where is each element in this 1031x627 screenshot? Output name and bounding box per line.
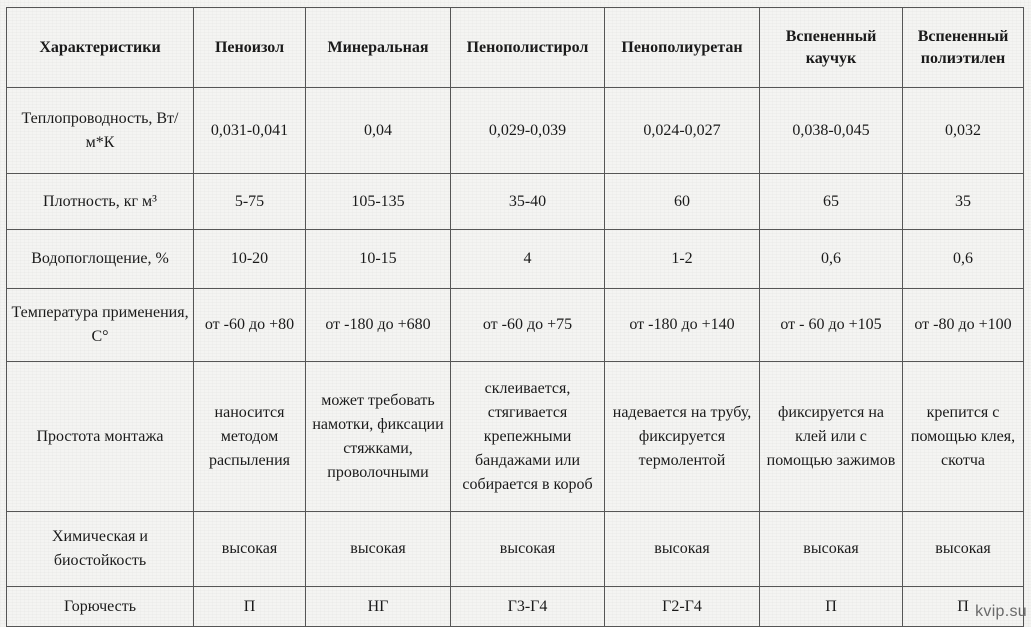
table-cell: высокая	[903, 512, 1024, 587]
row-label: Простота монтажа	[7, 362, 194, 512]
row-label: Горючесть	[7, 587, 194, 627]
row-label: Химическая и биостойкость	[7, 512, 194, 587]
table-cell: 35	[903, 174, 1024, 230]
row-label: Теплопроводность, Вт/м*К	[7, 88, 194, 174]
table-cell: 0,6	[760, 230, 903, 289]
table-cell: 0,6	[903, 230, 1024, 289]
table-cell: 0,029-0,039	[451, 88, 605, 174]
site-watermark: kvip.su	[975, 603, 1027, 620]
table-row	[7, 289, 1024, 362]
table-cell: 4	[451, 230, 605, 289]
table-cell: может требовать намотки, фиксации стяжками, проволочными	[306, 362, 451, 512]
table-cell: от -60 до +75	[451, 289, 605, 362]
table-cell: фиксируется на клей или с помощью зажимов	[760, 362, 903, 512]
table-cell: П	[760, 587, 903, 627]
header-cell-characteristics: Характеристики	[7, 8, 194, 88]
header-cell-polyurethane: Пенополиуретан	[605, 8, 760, 88]
table-header-row	[7, 8, 1024, 88]
table-row	[7, 230, 1024, 289]
table-row	[7, 512, 1024, 587]
table-cell: П	[903, 587, 1024, 627]
header-cell-polystyrene: Пенополистирол	[451, 8, 605, 88]
table-cell: 0,04	[306, 88, 451, 174]
table-cell: 10-20	[194, 230, 306, 289]
row-label: Водопоглощение, %	[7, 230, 194, 289]
table-cell: 0,038-0,045	[760, 88, 903, 174]
table-cell: 105-135	[306, 174, 451, 230]
table-cell: высокая	[194, 512, 306, 587]
table-cell: от -80 до +100	[903, 289, 1024, 362]
table-cell: высокая	[605, 512, 760, 587]
table-cell: 35-40	[451, 174, 605, 230]
table-cell: 0,031-0,041	[194, 88, 306, 174]
table-cell: П	[194, 587, 306, 627]
header-cell-mineral: Минеральная	[306, 8, 451, 88]
table-cell: 65	[760, 174, 903, 230]
table-cell: надевается на трубу, фиксируется термолентой	[605, 362, 760, 512]
table-cell: 5-75	[194, 174, 306, 230]
row-label: Плотность, кг м³	[7, 174, 194, 230]
table-cell: высокая	[451, 512, 605, 587]
table-row	[7, 587, 1024, 627]
row-label: Температура применения, С°	[7, 289, 194, 362]
table-cell: 0,024-0,027	[605, 88, 760, 174]
table-row	[7, 362, 1024, 512]
table-cell: 0,032	[903, 88, 1024, 174]
table-cell: крепится с помощью клея, скотча	[903, 362, 1024, 512]
table-cell: НГ	[306, 587, 451, 627]
header-cell-foamed-polyethylene: Вспененный полиэтилен	[903, 8, 1024, 88]
insulation-comparison-table	[6, 7, 1024, 627]
table-cell: Г3-Г4	[451, 587, 605, 627]
table-cell: 1-2	[605, 230, 760, 289]
table-cell: высокая	[760, 512, 903, 587]
table-cell: от -180 до +680	[306, 289, 451, 362]
table-cell: 60	[605, 174, 760, 230]
table-cell: от -180 до +140	[605, 289, 760, 362]
header-cell-foamed-rubber: Вспененный каучук	[760, 8, 903, 88]
table-cell: высокая	[306, 512, 451, 587]
table-row	[7, 88, 1024, 174]
table-cell: от - 60 до +105	[760, 289, 903, 362]
table-cell: от -60 до +80	[194, 289, 306, 362]
table-cell: 10-15	[306, 230, 451, 289]
table-cell: наносится методом распыления	[194, 362, 306, 512]
table-cell: склеивается, стягивается крепежными бандажами или собирается в короб	[451, 362, 605, 512]
table-row	[7, 174, 1024, 230]
table-cell: Г2-Г4	[605, 587, 760, 627]
header-cell-penoizol: Пеноизол	[194, 8, 306, 88]
